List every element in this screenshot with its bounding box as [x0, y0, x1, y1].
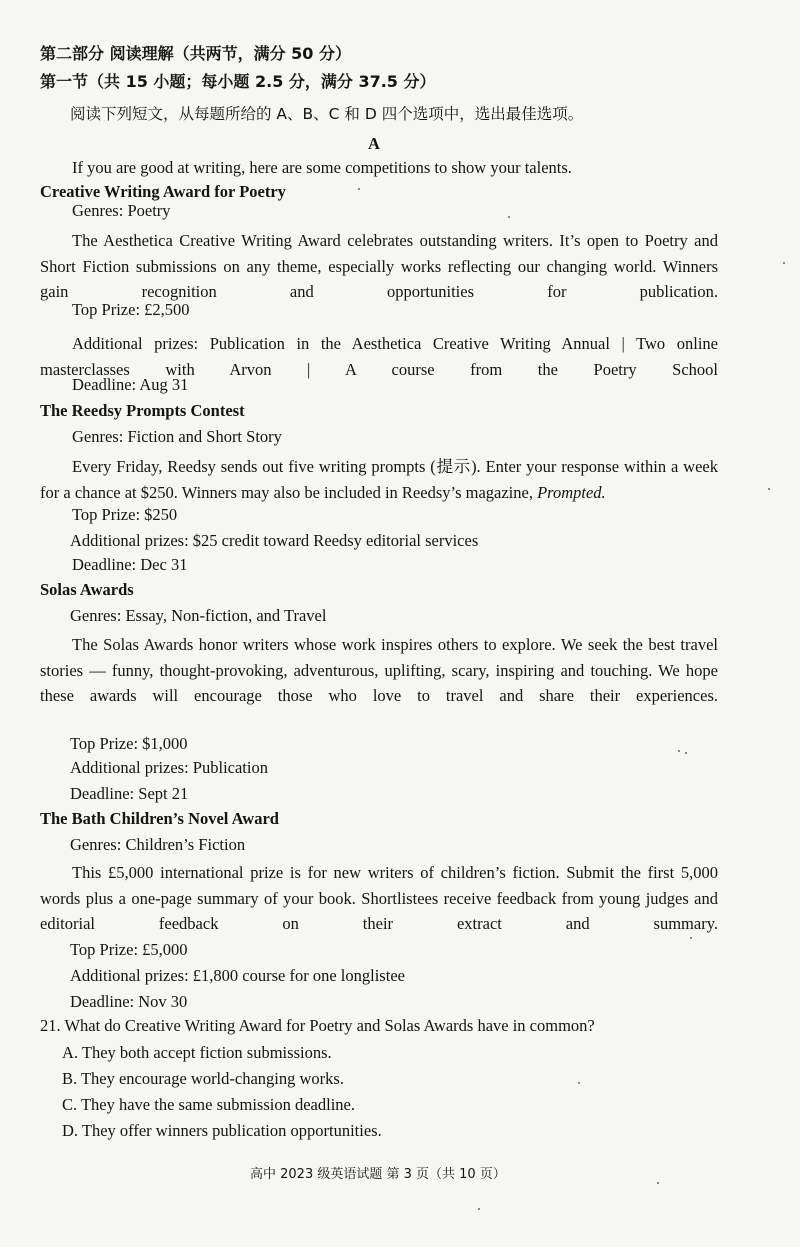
competition-4-description: This £5,000 international prize is for new writers of children’s fiction. Submit the first 5,000 words plus a one-page summary of your book. Shortlistees receive feedback from young judges and editorial feedback on their extract and summary.: [40, 863, 718, 933]
instructions: 阅读下列短文，从每题所给的 A、B、C 和 D 四个选项中，选出最佳选项。: [70, 105, 584, 123]
part-title: 第二部分 阅读理解（共两节，满分 50 分）: [40, 44, 351, 63]
competition-2-deadline: Deadline: Dec 31: [72, 555, 188, 574]
intro-text: If you are good at writing, here are some competitions to show your talents.: [72, 158, 572, 177]
competition-1-genres: Genres: Poetry: [72, 201, 171, 220]
question-21-stem: 21. What do Creative Writing Award for Poetry and Solas Awards have in common?: [40, 1016, 595, 1035]
competition-3-top-prize: Top Prize: $1,000: [70, 734, 188, 753]
question-21-option-c: C. They have the same submission deadline.: [62, 1095, 355, 1114]
scan-speck: [783, 262, 785, 264]
scan-speck: [768, 488, 770, 490]
competition-3-title: Solas Awards: [40, 580, 134, 599]
question-21-option-b: B. They encourage world-changing works.: [62, 1069, 344, 1088]
competition-3-description: The Solas Awards honor writers whose work inspires others to explore. We seek the best travel stories — funny, thought-provoking, adventurous, uplifting, scary, inspiring and touching. We hope these awards will encourage those who love to travel and share their experiences.: [40, 635, 718, 705]
competition-1-description: The Aesthetica Creative Writing Award celebrates outstanding writers. It’s open to Poetry and Short Fiction submissions on any theme, especially works reflecting our changing world. Winners gain recognition and opportunities for publication.: [40, 231, 718, 301]
scan-speck: [690, 937, 692, 939]
competition-2-top-prize: Top Prize: $250: [72, 505, 178, 524]
competition-3-genres: Genres: Essay, Non-fiction, and Travel: [70, 606, 327, 625]
competition-4-additional-prizes: Additional prizes: £1,800 course for one longlistee: [70, 966, 405, 985]
scan-speck: [358, 188, 360, 190]
competition-4-title: The Bath Children’s Novel Award: [40, 809, 279, 828]
question-21-option-a: A. They both accept fiction submissions.: [62, 1043, 332, 1062]
competition-1-top-prize: Top Prize: £2,500: [72, 300, 190, 319]
scan-speck: [478, 1208, 480, 1210]
competition-4-deadline: Deadline: Nov 30: [70, 992, 188, 1011]
subsection-title: 第一节（共 15 小题；每小题 2.5 分，满分 37.5 分）: [40, 72, 436, 91]
scan-speck: [685, 752, 687, 754]
question-21-option-d: D. They offer winners publication opportunities.: [62, 1121, 382, 1140]
competition-2-description-text: Every Friday, Reedsy sends out five writing prompts (提示). Enter your response within a week for a chance at $250. Winners may also be included in Reedsy’s magazine,: [40, 457, 718, 502]
passage-label: A: [368, 134, 380, 153]
competition-4-top-prize: Top Prize: £5,000: [70, 940, 188, 959]
competition-2-description: [40, 454, 718, 505]
page-footer: 高中 2023 级英语试题 第 3 页（共 10 页）: [250, 1167, 506, 1182]
competition-1-deadline: Deadline: Aug 31: [72, 375, 189, 394]
scan-speck: [657, 1182, 659, 1184]
competition-3-deadline: Deadline: Sept 21: [70, 784, 189, 803]
competition-2-title: The Reedsy Prompts Contest: [40, 401, 245, 420]
scan-speck: [678, 750, 680, 752]
competition-2-additional-prizes: Additional prizes: $25 credit toward Reedsy editorial services: [70, 531, 479, 550]
scan-speck: [508, 216, 510, 218]
competition-2-genres: Genres: Fiction and Short Story: [72, 427, 282, 446]
magazine-name: Prompted.: [537, 482, 606, 502]
competition-4-genres: Genres: Children’s Fiction: [70, 835, 246, 854]
scan-speck: [578, 1082, 580, 1084]
competition-1-title: Creative Writing Award for Poetry: [40, 182, 286, 201]
competition-3-additional-prizes: Additional prizes: Publication: [70, 758, 268, 777]
competition-1-additional-prizes: Additional prizes: Publication in the Aesthetica Creative Writing Annual | Two online masterclasses with Arvon | A course from the Poetry School: [40, 334, 718, 379]
